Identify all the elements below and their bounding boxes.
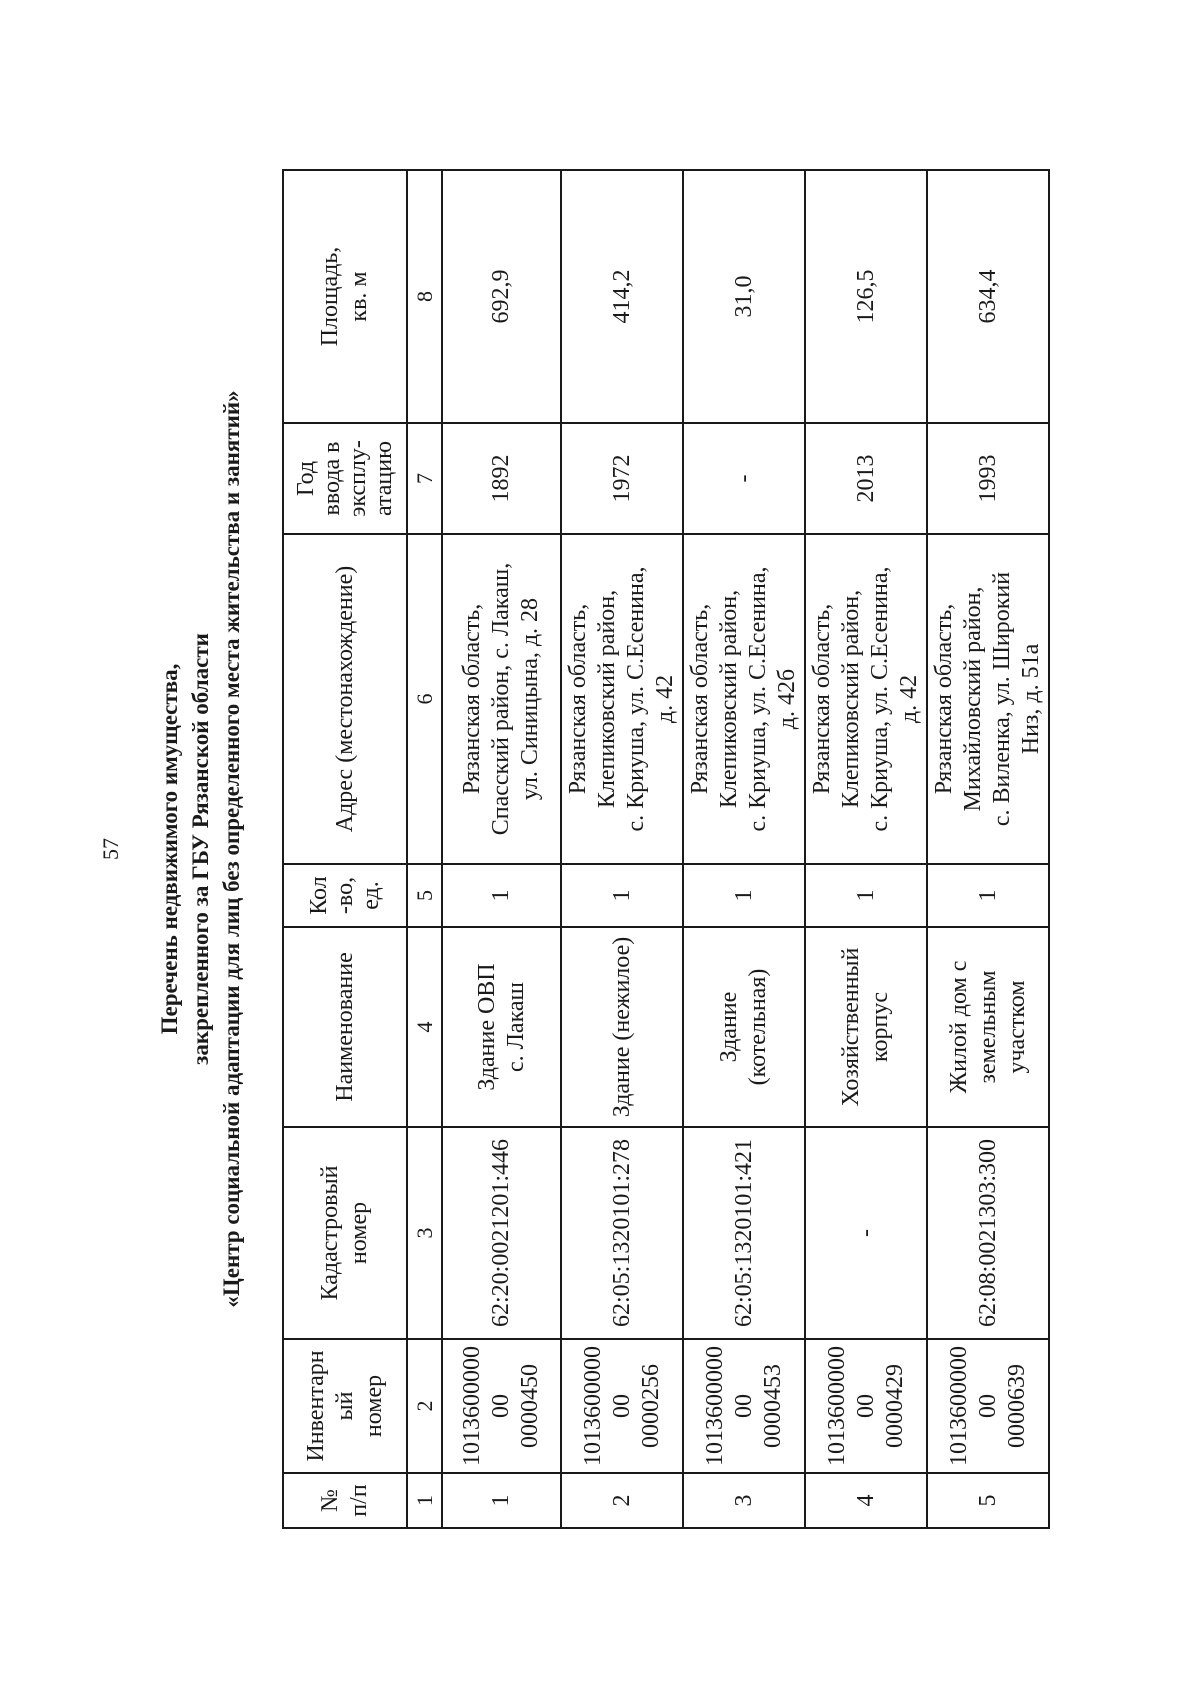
cell-area: 126,5 bbox=[805, 170, 927, 423]
column-number: 5 bbox=[407, 864, 442, 927]
cell-commissioning-year: 1892 bbox=[442, 423, 561, 534]
cell-cadastral-number: 62:20:0021201:446 bbox=[442, 1127, 561, 1339]
column-number: 7 bbox=[407, 423, 442, 534]
cell-name: Здание (котельная) bbox=[683, 927, 805, 1127]
header-address: Адрес (местонахождение) bbox=[283, 534, 407, 864]
header-number: № п/п bbox=[283, 1473, 407, 1528]
column-number: 8 bbox=[407, 170, 442, 423]
cell-quantity: 1 bbox=[805, 864, 927, 927]
cell-cadastral-number: 62:05:1320101:421 bbox=[683, 1127, 805, 1339]
column-number: 1 bbox=[407, 1473, 442, 1528]
cell-name: Здание (нежилое) bbox=[561, 927, 683, 1127]
cell-quantity: 1 bbox=[683, 864, 805, 927]
cell-name: Жилой дом с земельным участком bbox=[927, 927, 1049, 1127]
cell-area: 692,9 bbox=[442, 170, 561, 423]
cell-quantity: 1 bbox=[442, 864, 561, 927]
heading-line-1: Перечень недвижимого имущества, bbox=[157, 663, 182, 1035]
cell-inventory-number: 101360000000 0000429 bbox=[805, 1339, 927, 1473]
cell-cadastral-number: - bbox=[805, 1127, 927, 1339]
property-table bbox=[282, 169, 1050, 1529]
cell-address: Рязанская область, Михайловский район, с. Виленка, ул. Широкий Низ, д. 51а bbox=[927, 534, 1049, 864]
column-number: 2 bbox=[407, 1339, 442, 1473]
column-number: 3 bbox=[407, 1127, 442, 1339]
cell-inventory-number: 101360000000 0000256 bbox=[561, 1339, 683, 1473]
column-number: 6 bbox=[407, 534, 442, 864]
cell-cadastral-number: 62:05:1320101:278 bbox=[561, 1127, 683, 1339]
cell-number: 5 bbox=[927, 1473, 1049, 1528]
table-row bbox=[683, 170, 805, 1528]
cell-address: Рязанская область, Клепиковский район, с. Криуша, ул. С.Есенина, д. 42 bbox=[561, 534, 683, 864]
cell-area: 31,0 bbox=[683, 170, 805, 423]
header-area: Площадь, кв. м bbox=[283, 170, 407, 423]
cell-number: 2 bbox=[561, 1473, 683, 1528]
table-header-row bbox=[283, 170, 407, 1528]
column-number: 4 bbox=[407, 927, 442, 1127]
cell-inventory-number: 101360000000 0000453 bbox=[683, 1339, 805, 1473]
cell-address: Рязанская область, Клепиковский район, с. Криуша, ул. С.Есенина, д. 42б bbox=[683, 534, 805, 864]
cell-commissioning-year: 2013 bbox=[805, 423, 927, 534]
document-page bbox=[70, 99, 1130, 1599]
header-cadastral-number: Кадастровый номер bbox=[283, 1127, 407, 1339]
cell-quantity: 1 bbox=[927, 864, 1049, 927]
document-heading bbox=[154, 99, 247, 1599]
cell-name: Здание ОВП с. Лакаш bbox=[442, 927, 561, 1127]
heading-line-3: «Центр социальной адаптации для лиц без определенного места жительства и занятий» bbox=[219, 390, 244, 1308]
cell-inventory-number: 101360000000 0000639 bbox=[927, 1339, 1049, 1473]
cell-cadastral-number: 62:08:0021303:300 bbox=[927, 1127, 1049, 1339]
table-row bbox=[805, 170, 927, 1528]
cell-number: 1 bbox=[442, 1473, 561, 1528]
cell-quantity: 1 bbox=[561, 864, 683, 927]
heading-line-2: закрепленного за ГБУ Рязанской области bbox=[188, 633, 213, 1065]
header-name: Наименование bbox=[283, 927, 407, 1127]
cell-commissioning-year: 1993 bbox=[927, 423, 1049, 534]
cell-address: Рязанская область, Спасский район, с. Лакаш, ул. Синицына, д. 28 bbox=[442, 534, 561, 864]
cell-area: 414,2 bbox=[561, 170, 683, 423]
cell-inventory-number: 101360000000 0000450 bbox=[442, 1339, 561, 1473]
cell-area: 634,4 bbox=[927, 170, 1049, 423]
header-quantity: Кол -во, ед. bbox=[283, 864, 407, 927]
cell-address: Рязанская область, Клепиковский район, с. Криуша, ул. С.Есенина, д. 42 bbox=[805, 534, 927, 864]
cell-name: Хозяйственный корпус bbox=[805, 927, 927, 1127]
cell-commissioning-year: - bbox=[683, 423, 805, 534]
cell-number: 3 bbox=[683, 1473, 805, 1528]
page-number: 57 bbox=[98, 838, 123, 860]
table-row bbox=[927, 170, 1049, 1528]
cell-commissioning-year: 1972 bbox=[561, 423, 683, 534]
column-number-row bbox=[407, 170, 442, 1528]
cell-number: 4 bbox=[805, 1473, 927, 1528]
table-row bbox=[442, 170, 561, 1528]
header-inventory-number: Инвентарный номер bbox=[283, 1339, 407, 1473]
table-row bbox=[561, 170, 683, 1528]
header-commissioning-year: Год ввода в эксплу- атацию bbox=[283, 423, 407, 534]
